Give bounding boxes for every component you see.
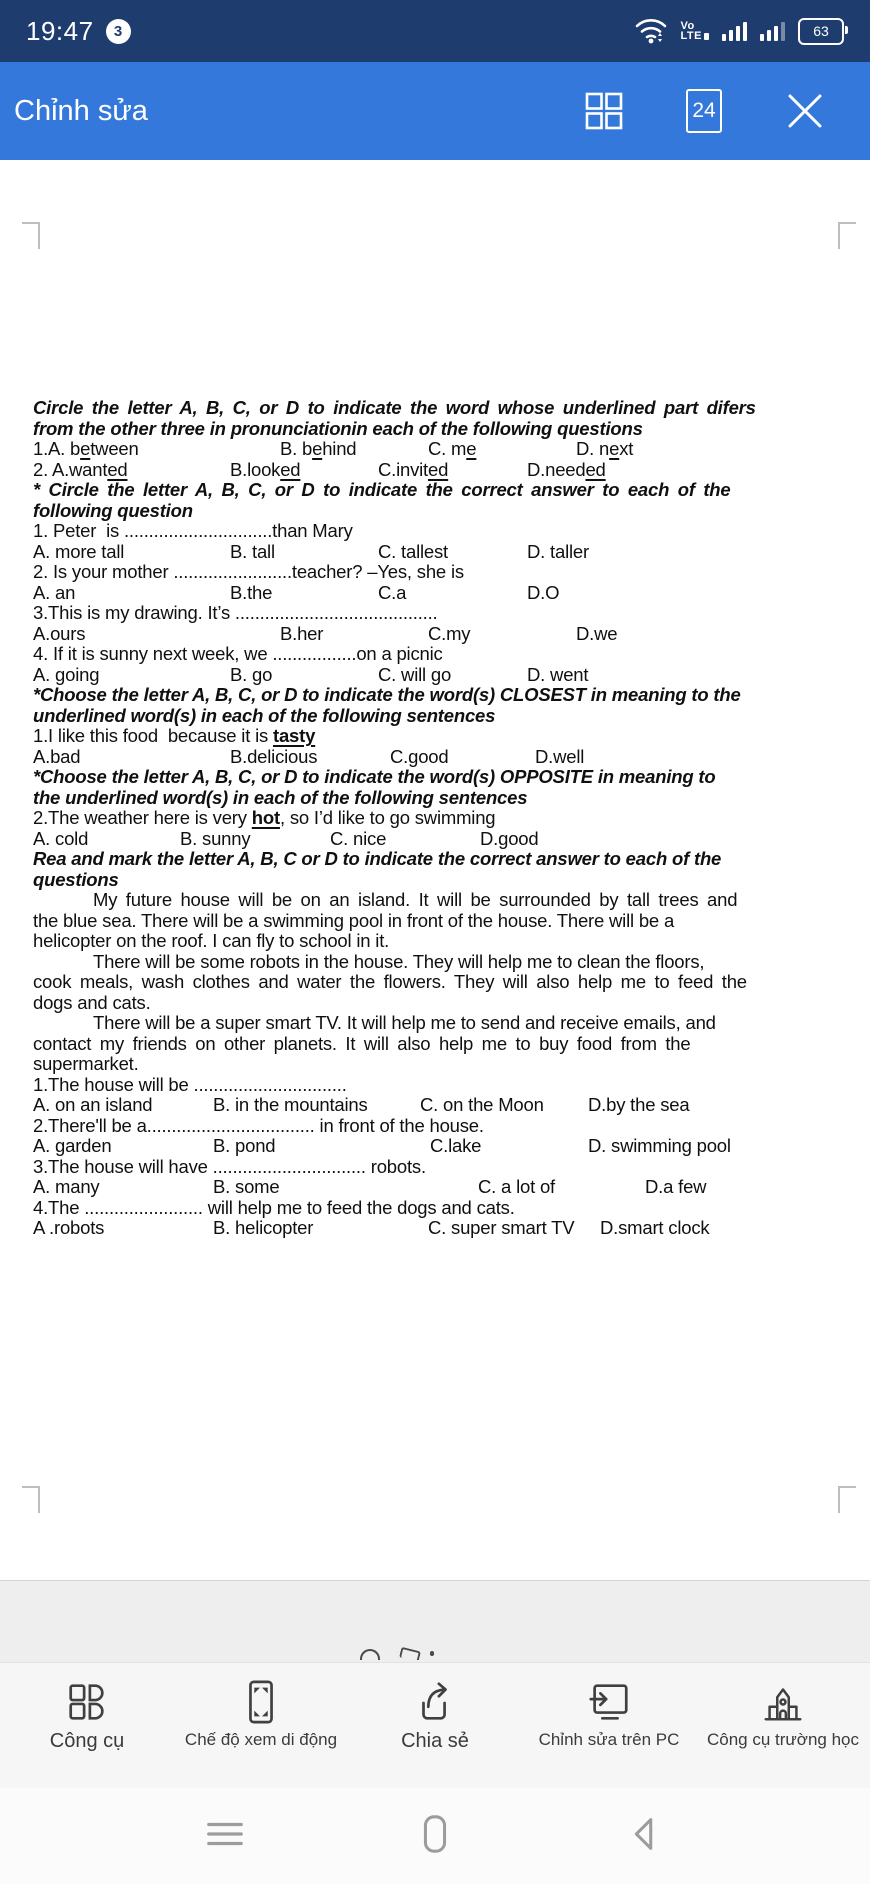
- text-segment: ed: [585, 458, 606, 480]
- doc-line: [33, 1116, 843, 1137]
- text-segment: C.a: [378, 581, 407, 603]
- toolbar-item-mobile-view[interactable]: [174, 1663, 348, 1788]
- doc-line: [33, 1198, 843, 1219]
- back-nav-button[interactable]: [624, 1813, 666, 1860]
- text-boundary-mark: [22, 222, 40, 249]
- text-segment: C.good: [390, 745, 449, 767]
- answer-option: [33, 583, 75, 604]
- text-segment: xt: [619, 438, 634, 459]
- answer-option: [230, 583, 272, 604]
- text-segment: Circle the letter A, B, C, or D to indicate the word whose underlined part difers: [33, 397, 756, 418]
- text-segment: the blue sea. There will be a swimming pool in front of the house. There will be a: [33, 909, 675, 931]
- text-segment: C. super smart TV: [428, 1217, 575, 1238]
- text-segment: A. cold: [33, 827, 89, 849]
- answer-option: [33, 1136, 111, 1157]
- text-segment: B. b: [280, 438, 313, 459]
- doc-line: [33, 952, 843, 973]
- text-segment: C. on the Moon: [420, 1094, 544, 1115]
- doc-heading-line: [33, 706, 843, 727]
- answer-option: [378, 665, 451, 686]
- answer-option: [600, 1218, 709, 1239]
- doc-heading-line: [33, 870, 843, 891]
- text-segment: C. will go: [378, 663, 452, 685]
- answer-option: [280, 439, 356, 460]
- hamburger-icon: [204, 1813, 246, 1860]
- text-segment: from the other three in pronunciationin each of the following questions: [33, 417, 643, 439]
- doc-heading-line: [33, 419, 843, 440]
- doc-heading-line: [33, 767, 843, 788]
- text-segment: B. helicopter: [213, 1217, 314, 1238]
- text-segment: A. many: [33, 1176, 100, 1197]
- answer-option: [378, 460, 448, 481]
- text-segment: 1.A. b: [33, 438, 81, 459]
- text-segment: B. some: [213, 1176, 280, 1197]
- text-segment: *Choose the letter A, B, C, or D to indicate the word(s) CLOSEST in meaning to the: [33, 684, 741, 705]
- answer-options-row: [33, 624, 843, 645]
- text-segment: 1.I like this food because it is: [33, 725, 273, 746]
- doc-heading-line: [33, 849, 843, 870]
- answer-option: [527, 665, 588, 686]
- text-segment: e: [312, 438, 323, 459]
- clock: 19:47: [26, 15, 94, 46]
- text-segment: There will be some robots in the house. They will help me to clean the floors,: [93, 950, 705, 972]
- app-header: [0, 62, 870, 160]
- answer-option: [420, 1095, 544, 1116]
- answer-option: [33, 542, 124, 563]
- text-segment: 2.There'll be a.................................. in front of the house.: [33, 1114, 484, 1136]
- answer-option: [480, 829, 538, 850]
- text-segment: tween: [90, 438, 139, 459]
- answer-option: [527, 542, 589, 563]
- text-segment: tasty: [273, 725, 316, 746]
- text-segment: C. nice: [330, 827, 387, 849]
- text-segment: 1. Peter is ..............................than Mary: [33, 520, 353, 541]
- doc-line: [33, 1054, 843, 1075]
- edit-on-pc-icon: [586, 1678, 632, 1726]
- text-segment: B. sunny: [180, 827, 251, 849]
- answer-option: [33, 829, 88, 850]
- signal-bars-secondary-icon: [760, 21, 785, 41]
- text-segment: C. tallest: [378, 540, 448, 562]
- answer-option: [478, 1177, 555, 1198]
- mobile-view-icon: [238, 1678, 284, 1726]
- answer-options-row: [33, 829, 843, 850]
- bottom-toolbar: [0, 1662, 870, 1788]
- text-segment: D. n: [576, 438, 610, 459]
- answer-option: [645, 1177, 706, 1198]
- answer-option: [33, 1095, 152, 1116]
- android-nav-bar: [0, 1788, 870, 1884]
- toolbar-item-edit-on-pc[interactable]: [522, 1663, 696, 1788]
- answer-option: [33, 460, 128, 481]
- text-segment: 2. Is your mother ........................teacher? –Yes, she is: [33, 561, 464, 582]
- doc-line: [33, 603, 843, 624]
- answer-option: [280, 624, 323, 645]
- text-segment: 3.The house will have ............................... robots.: [33, 1155, 426, 1177]
- doc-line: [33, 911, 843, 932]
- text-segment: A. garden: [33, 1135, 112, 1156]
- answer-option: [588, 1095, 689, 1116]
- text-segment: A. on an island: [33, 1094, 153, 1115]
- text-segment: hind: [322, 438, 357, 459]
- text-segment: B. tall: [230, 540, 275, 562]
- answer-options-row: [33, 1095, 843, 1116]
- text-segment: My future house will be on an island. It will be surrounded by tall trees and: [93, 889, 738, 910]
- text-segment: helicopter on the roof. I can fly to school in it.: [33, 930, 390, 951]
- text-segment: e: [80, 438, 91, 459]
- text-segment: A. going: [33, 663, 100, 685]
- doc-line: [33, 562, 843, 583]
- signal-bars-icon: [722, 21, 747, 41]
- text-boundary-mark: [838, 1486, 856, 1513]
- text-segment: e: [609, 438, 620, 459]
- page-count-button[interactable]: [686, 89, 722, 133]
- tools-grid-icon: [64, 1678, 110, 1726]
- text-segment: A.ours: [33, 622, 86, 644]
- doc-heading-line: [33, 398, 843, 419]
- text-segment: e: [466, 438, 477, 459]
- doc-line: [33, 808, 843, 829]
- text-segment: the underlined word(s) in each of the following sentences: [33, 786, 528, 808]
- answer-option: [330, 829, 386, 850]
- answer-options-row: [33, 542, 843, 563]
- document-page[interactable]: [0, 160, 870, 1580]
- text-segment: A. an: [33, 581, 76, 603]
- wifi-icon: [634, 16, 668, 46]
- answer-options-row: [33, 460, 843, 481]
- answer-option: [378, 542, 448, 563]
- text-segment: *Choose the letter A, B, C, or D to indicate the word(s) OPPOSITE in meaning to: [33, 766, 716, 787]
- doc-line: [33, 890, 843, 911]
- text-segment: D. swimming pool: [588, 1135, 731, 1156]
- answer-option: [588, 1136, 731, 1157]
- school-tools-icon: [760, 1678, 806, 1726]
- text-segment: A .robots: [33, 1217, 105, 1238]
- answer-options-row: [33, 747, 843, 768]
- text-segment: D.a few: [645, 1176, 707, 1197]
- text-segment: B.the: [230, 581, 273, 603]
- text-segment: A.bad: [33, 745, 81, 767]
- text-segment: C. m: [428, 438, 467, 459]
- toolbar-item-tools[interactable]: [0, 1663, 174, 1788]
- doc-line: [33, 993, 843, 1014]
- text-segment: ed: [280, 458, 301, 480]
- answer-option: [33, 665, 99, 686]
- answer-options-row: [33, 583, 843, 604]
- answer-option: [230, 665, 272, 686]
- text-segment: A. more tall: [33, 540, 125, 562]
- text-segment: contact my friends on other planets. It will also help me to buy food from the: [33, 1032, 691, 1054]
- toolbar-item-label: Chỉnh sửa trên PC: [538, 1730, 680, 1749]
- doc-heading-line: [33, 685, 843, 706]
- doc-heading-line: [33, 788, 843, 809]
- answer-option: [33, 624, 85, 645]
- text-segment: 2.The weather here is very: [33, 807, 252, 828]
- answer-option: [527, 583, 559, 604]
- answer-option: [576, 624, 617, 645]
- back-icon: [624, 1813, 666, 1860]
- answer-option: [535, 747, 584, 768]
- doc-line: [33, 1157, 843, 1178]
- answer-option: [576, 439, 633, 460]
- doc-heading-line: [33, 480, 843, 501]
- toolbar-item-label: Công cụ trường học: [707, 1730, 859, 1749]
- text-segment: B.look: [230, 458, 281, 480]
- answer-option: [213, 1095, 368, 1116]
- answer-option: [378, 583, 406, 604]
- text-segment: cook meals, wash clothes and water the flowers. They will also help me to feed the: [33, 971, 747, 992]
- text-segment: dogs and cats.: [33, 991, 151, 1013]
- answer-option: [33, 1218, 104, 1239]
- text-segment: B. in the mountains: [213, 1094, 368, 1115]
- battery-level: 63: [813, 23, 829, 39]
- battery-icon: [798, 18, 844, 45]
- toolbar-item-label: Công cụ: [49, 1730, 125, 1752]
- text-segment: D.need: [527, 458, 586, 480]
- text-segment: questions: [33, 868, 119, 890]
- doc-line: [33, 1034, 843, 1055]
- doc-line: [33, 972, 843, 993]
- answer-option: [213, 1177, 279, 1198]
- text-segment: D.by the sea: [588, 1094, 690, 1115]
- status-bar: [0, 0, 870, 62]
- answer-option: [428, 439, 476, 460]
- answer-options-row: [33, 1136, 843, 1157]
- answer-option: [428, 1218, 574, 1239]
- text-segment: C.invit: [378, 458, 428, 480]
- answer-options-row: [33, 1177, 843, 1198]
- text-segment: 2. A.want: [33, 458, 108, 480]
- share-icon: [412, 1678, 458, 1726]
- page-count: 24: [692, 99, 716, 122]
- text-segment: C.my: [428, 622, 471, 644]
- text-segment: supermarket.: [33, 1053, 139, 1074]
- answer-options-row: [33, 665, 843, 686]
- text-segment: D.we: [576, 622, 618, 644]
- text-segment: 4.The ........................ will help me to feed the dogs and cats.: [33, 1196, 515, 1218]
- text-segment: D.O: [527, 581, 560, 603]
- doc-line: [33, 726, 843, 747]
- text-segment: B. pond: [213, 1135, 276, 1156]
- answer-option: [230, 542, 275, 563]
- text-segment: D.well: [535, 745, 585, 767]
- doc-line: [33, 931, 843, 952]
- text-segment: Rea and mark the letter A, B, C or D to indicate the correct answer to each of the: [33, 848, 722, 869]
- text-segment: 4. If it is sunny next week, we .................on a picnic: [33, 643, 443, 664]
- text-segment: following question: [33, 499, 193, 521]
- text-segment: C.lake: [430, 1135, 482, 1156]
- answer-option: [33, 1177, 99, 1198]
- home-nav-button[interactable]: [414, 1813, 456, 1860]
- toolbar-item-label: Chế độ xem di động: [184, 1730, 338, 1749]
- text-segment: B.her: [280, 622, 324, 644]
- answer-option: [33, 439, 139, 460]
- answer-option: [430, 1136, 481, 1157]
- text-segment: D. taller: [527, 540, 589, 562]
- text-segment: underlined word(s) in each of the following sentences: [33, 704, 496, 726]
- doc-line: [33, 1075, 843, 1096]
- menu-nav-button[interactable]: [204, 1813, 246, 1860]
- text-segment: 3.This is my drawing. It’s .........................................: [33, 602, 438, 623]
- clipped-text-artifact: [352, 1645, 462, 1660]
- close-icon[interactable]: [784, 90, 826, 132]
- text-segment: D. went: [527, 663, 589, 685]
- text-segment: , so I’d like to go swimming: [279, 807, 496, 828]
- answer-option: [390, 747, 448, 768]
- answer-option: [527, 460, 606, 481]
- text-segment: B. go: [230, 663, 273, 685]
- text-segment: * Circle the letter A, B, C, or D to indicate the correct answer to each of the: [33, 479, 731, 500]
- text-segment: ed: [428, 458, 449, 480]
- document-content: [33, 398, 843, 1239]
- text-segment: D.good: [480, 827, 539, 849]
- text-segment: There will be a super smart TV. It will help me to send and receive emails, and: [93, 1012, 716, 1033]
- doc-line: [33, 644, 843, 665]
- answer-option: [180, 829, 250, 850]
- notification-badge: 3: [106, 19, 131, 44]
- doc-heading-line: [33, 501, 843, 522]
- toolbar-item-share[interactable]: [348, 1663, 522, 1788]
- text-segment: hot: [251, 807, 280, 828]
- home-icon: [414, 1813, 456, 1860]
- answer-option: [213, 1136, 275, 1157]
- text-segment: C. a lot of: [478, 1176, 555, 1197]
- answer-option: [33, 747, 80, 768]
- text-segment: D.smart clock: [600, 1217, 710, 1238]
- text-boundary-mark: [838, 222, 856, 249]
- answer-option: [428, 624, 470, 645]
- answer-option: [230, 747, 317, 768]
- volte-indicator: Vo LTE: [681, 21, 709, 41]
- answer-option: [230, 460, 300, 481]
- answer-options-row: [33, 439, 843, 460]
- toolbar-item-label: Chia sẻ: [401, 1730, 469, 1752]
- doc-line: [33, 521, 843, 542]
- answer-options-row: [33, 1218, 843, 1239]
- answer-option: [213, 1218, 313, 1239]
- grid-view-icon[interactable]: [584, 91, 624, 131]
- doc-line: [33, 1013, 843, 1034]
- text-segment: B.delicious: [230, 745, 318, 767]
- text-boundary-mark: [22, 1486, 40, 1513]
- page-title: Chỉnh sửa: [14, 94, 148, 127]
- text-segment: ed: [107, 458, 128, 480]
- toolbar-item-school-tools[interactable]: [696, 1663, 870, 1788]
- text-segment: 1.The house will be ...............................: [33, 1073, 347, 1095]
